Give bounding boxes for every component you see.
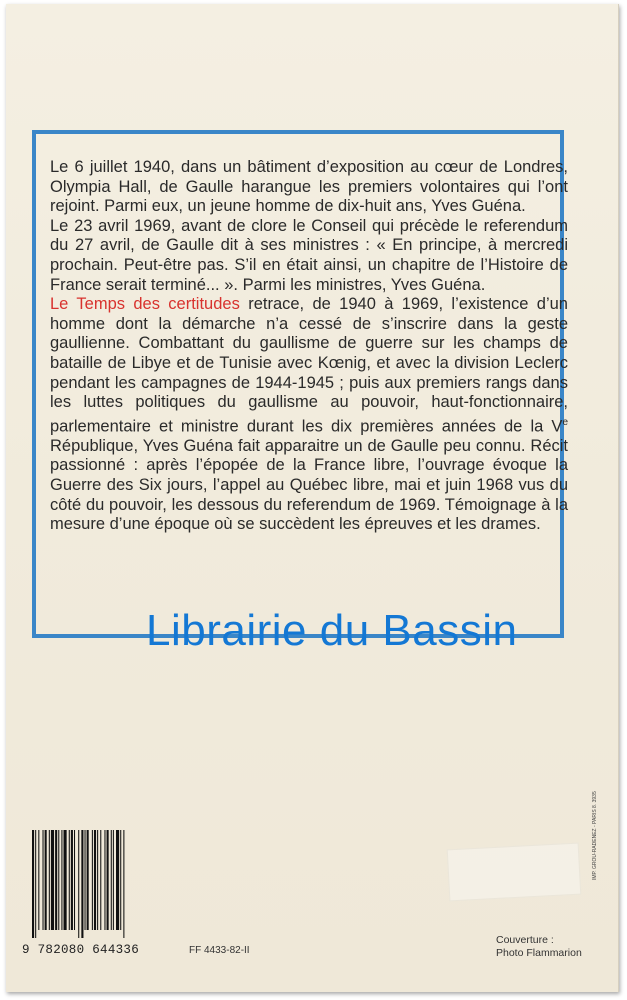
cover-credit xyxy=(496,934,582,960)
cover-credit-label: Couverture : xyxy=(496,934,554,946)
printer-mark: IMP. GROU-RADENEZ - PARIS 8. 3935 xyxy=(592,791,598,880)
price-sticker-residue xyxy=(447,843,582,902)
book-title: Le Temps des certitudes xyxy=(50,295,240,314)
blurb-paragraph-3 xyxy=(50,295,568,535)
isbn-digits: 9 782080 644336 xyxy=(22,943,140,957)
catalog-code: FF 4433-82-II xyxy=(189,945,250,956)
barcode-icon xyxy=(30,830,160,938)
blurb-paragraph-3-text-b: République, Yves Guéna fait apparaitre un de Gaulle peu connu. Récit passionné : après l’épopée de la France libre, l’ouvrage évoque la Guerre des Six jours, l’appel au Québec libre, mai et juin 1968 vus du côté du pouvoir, les dessous du referendum de 1969. Témoignage à la mesure d’une époque où se succèdent les épreuves et les drames. xyxy=(50,436,568,534)
blurb-paragraph-1: Le 6 juillet 1940, dans un bâtiment d’exposition au cœur de Londres, Olympia Hall, de Gaulle harangue les premiers volontaires qui l’ont rejoint. Parmi eux, un jeune homme de dix-huit ans, Yves Guéna. xyxy=(50,158,568,216)
bookseller-watermark: Librairie du Bassin xyxy=(146,606,518,655)
blurb-paragraph-2: Le 23 avril 1969, avant de clore le Conseil qui précède le referendum du 27 avril, de Gaulle dit à ses ministres : « En principe, à mercredi prochain. Peut-être pas. S’il en était ainsi, un chapitre de l’Histoire de France serait terminé... ». Parmi les ministres, Yves Guéna. xyxy=(50,216,568,294)
blurb-text xyxy=(50,158,568,535)
cover-credit-source: Photo Flammarion xyxy=(496,947,582,959)
superscript-e: e xyxy=(562,416,568,428)
blurb-paragraph-3-text-a: retrace, de 1940 à 1969, l’existence d’un homme dont la démarche n’a cessé de s’inscrire dans la geste gaullienne. Combattant du gaullisme de guerre sur les champs de bataille de Libye et de Tunisie avec Kœnig, et avec la division Leclerc pendant les campagnes de 1944-1945 ; puis aux premiers rangs dans les luttes politiques du gaullisme au pouvoir, haut-fonctionnaire, parlementaire et ministre durant les dix premières années de la V xyxy=(50,295,568,436)
